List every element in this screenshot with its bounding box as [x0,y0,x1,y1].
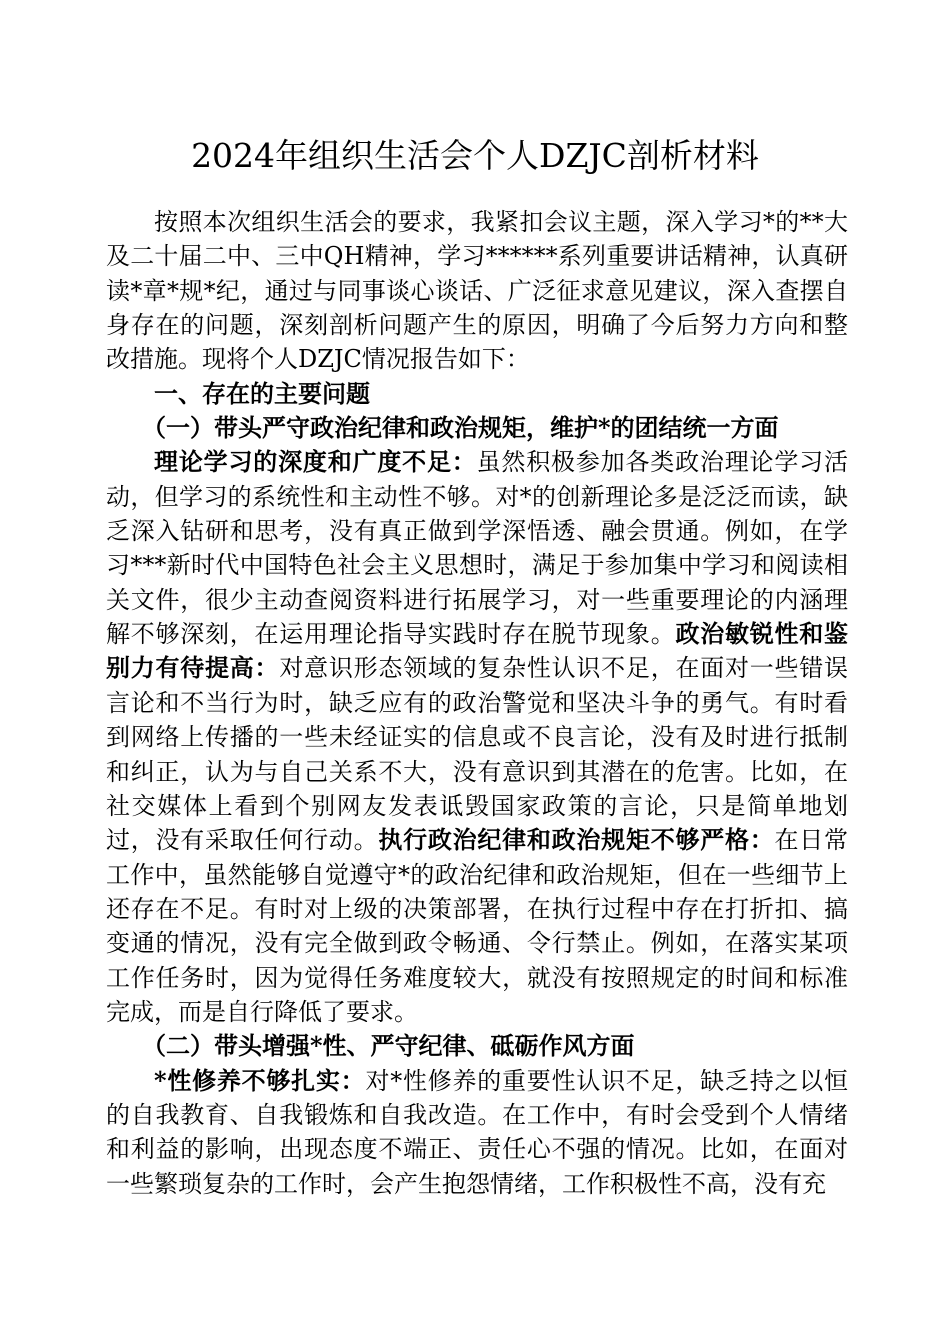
document-title: 2024年组织生活会个人DZJC剖析材料 [191,136,759,175]
text-political-sensitivity: 对意识形态领域的复杂性认识不足，在面对一些错误言论和不当行为时，缺乏应有的政治警觉和坚决斗争的勇气。有时看到网络上传播的一些未经证实的信息或不良言论，没有及时进行抵制和纠正，认为与自己关系不大，没有意识到其潜在的危害。比如，在社交媒体上看到个别网友发表诋毁国家政策的言论，只是简单地划过，没有采取任何行动。 [106,654,849,855]
lead-party-cultivation: *性修养不够扎实： [154,1065,366,1095]
subsection-heading-1: （一）带头严守政治纪律和政治规矩，维护*的团结统一方面 [142,413,779,443]
lead-discipline-execution: 执行政治纪律和政治规矩不够严格： [378,825,775,855]
intro-paragraph: 按照本次组织生活会的要求，我紧扣会议主题，深入学习*的**大及二十届二中、三中QH精神，学习******系列重要讲话精神，认真研读*章*规*纪，通过与同事谈心谈话、广泛征求意见建议，深入查摆自身存在的问题，深刻剖析问题产生的原因，明确了今后努力方向和整改措施。现将个人DZJC情况报告如下： [106,208,848,374]
subsection-1-paragraph [106,445,848,1029]
section-heading-problems: 一、存在的主要问题 [154,378,370,408]
document-body [106,205,848,1201]
subsection-2-paragraph [106,1064,848,1201]
text-party-cultivation: 对*性修养的重要性认识不足，缺乏持之以恒的自我教育、自我锻炼和自我改造。在工作中，有时会受到个人情绪和利益的影响，出现态度不端正、责任心不强的情况。比如，在面对一些繁琐复杂的工作时，会产生抱怨情绪，工作积极性不高，没有充 [106,1066,848,1198]
subsection-heading-2: （二）带头增强*性、严守纪律、砥砺作风方面 [142,1031,635,1061]
text-discipline-execution: 在日常工作中，虽然能够自觉遵守*的政治纪律和政治规矩，但在一些细节上还存在不足。有时对上级的决策部署，在执行过程中存在打折扣、搞变通的情况，没有完全做到政令畅通、令行禁止。例如，在落实某项工作任务时，因为觉得任务难度较大，就没有按照规定的时间和标准完成，而是自行降低了要求。 [106,826,849,1026]
text-theory-study: 虽然积极参加各类政治理论学习活动，但学习的系统性和主动性不够。对*的创新理论多是泛泛而读，缺乏深入钻研和思考，没有真正做到学深悟透、融会贯通。例如，在学习***新时代中国特色社会主义思想时，满足于参加集中学习和阅读相关文件，很少主动查阅资料进行拓展学习，对一些重要理论的内涵理解不够深刻，在运用理论指导实践时存在脱节现象。 [106,448,849,649]
lead-theory-study: 理论学习的深度和广度不足： [154,447,477,477]
lead-political-sensitivity: 政治敏锐性和鉴别力有待提高： [106,619,849,683]
